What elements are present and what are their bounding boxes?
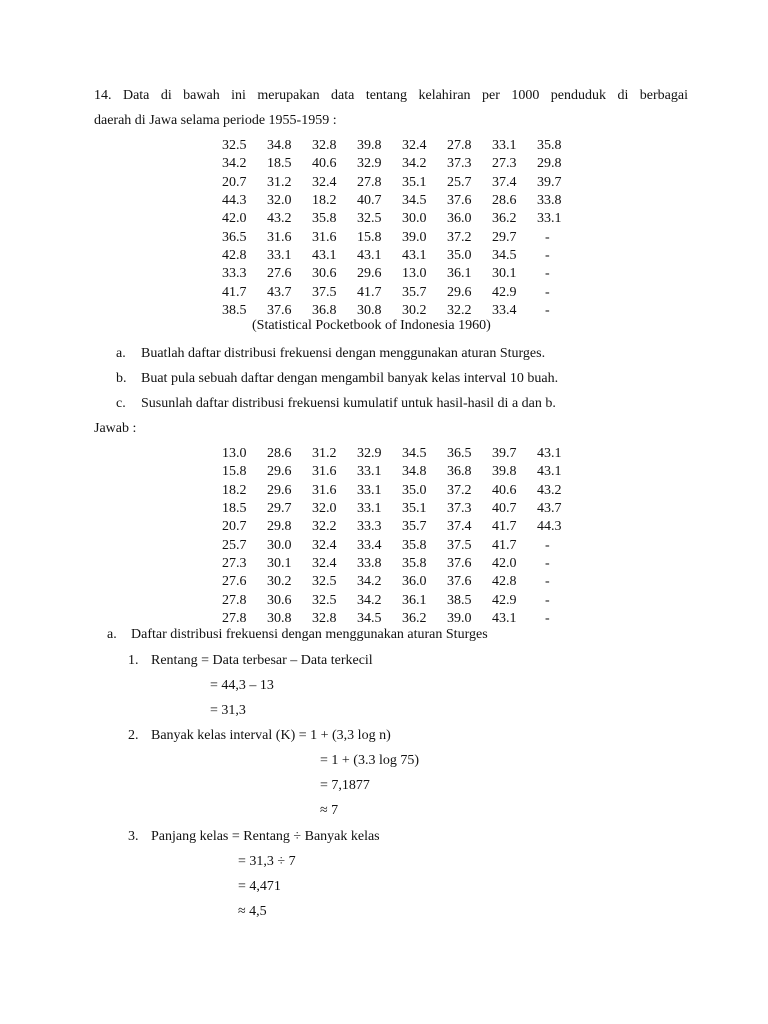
table-cell: 27.8 [222,610,247,626]
table-cell: 36.5 [447,446,472,462]
raw-table-row [222,174,590,192]
table-cell: 18.2 [312,193,337,209]
table-cell: 34.2 [357,592,382,608]
raw-table-row [222,137,590,155]
table-cell: 37.6 [447,555,472,571]
table-cell: 33.8 [537,193,562,209]
table-cell: 41.7 [492,519,517,535]
table-cell: 44.3 [537,519,562,535]
table-cell: 27.8 [447,138,472,154]
table-cell: 33.1 [537,211,562,227]
step-3-calc-3: ≈ 4,5 [238,904,267,919]
question-line-2: daerah di Jawa selama periode 1955-1959 : [94,113,337,128]
table-cell: 31.6 [312,464,337,480]
table-cell: 38.5 [447,592,472,608]
table-cell: 42.0 [492,555,517,571]
table-cell: 29.6 [357,266,382,282]
table-cell: 34.5 [402,446,427,462]
table-cell: 43.2 [267,211,292,227]
step-1-calc-2: = 31,3 [210,703,246,718]
answer-a-marker: a. [107,627,117,642]
table-cell: 33.4 [357,537,382,553]
table-cell: 38.5 [222,302,247,318]
table-cell: 43.1 [537,446,562,462]
table-cell: 33.1 [492,138,517,154]
task-c-marker: c. [116,396,126,411]
question-line-1: 14. Data di bawah ini merupakan data tentang kelahiran per 1000 penduduk di berbagai [94,88,688,103]
table-cell: 42.8 [492,574,517,590]
table-cell: 31.6 [267,229,292,245]
table-cell: 30.8 [267,610,292,626]
table-cell: 37.3 [447,156,472,172]
table-cell: 32.5 [357,211,382,227]
table-cell: 32.0 [312,501,337,517]
table-cell: 32.4 [312,174,337,190]
table-cell: 32.4 [312,555,337,571]
table-cell: 36.2 [492,211,517,227]
table-cell: 40.7 [357,193,382,209]
table-cell: 33.1 [357,482,382,498]
table-cell: 33.8 [357,555,382,571]
table-cell: 31.6 [312,229,337,245]
table-cell: - [545,302,550,318]
table-cell: 33.1 [267,247,292,263]
raw-table-row [222,247,590,265]
step-2-calc-3: ≈ 7 [320,803,339,818]
table-cell: 42.8 [222,247,247,263]
table-cell: 34.2 [357,574,382,590]
step-2-text: Banyak kelas interval (K) = 1 + (3,3 log n) [151,728,391,743]
source-citation: (Statistical Pocketbook of Indonesia 1960) [252,318,491,333]
sorted-table-row [222,518,590,536]
table-cell: 39.8 [492,464,517,480]
table-cell: 30.1 [492,266,517,282]
table-cell: 37.6 [447,574,472,590]
table-cell: 30.8 [357,302,382,318]
raw-table-row [222,265,590,283]
table-cell: 30.0 [402,211,427,227]
raw-table-row [222,210,590,228]
sorted-table-row [222,536,590,554]
step-3-calc-2: = 4,471 [238,879,281,894]
table-cell: 35.8 [312,211,337,227]
table-cell: 36.5 [222,229,247,245]
table-cell: 43.7 [537,501,562,517]
step-1-text: Rentang = Data terbesar – Data terkecil [151,653,373,668]
table-cell: 43.1 [312,247,337,263]
step-2-calc-1: = 1 + (3.3 log 75) [320,753,420,768]
table-cell: 33.1 [357,464,382,480]
table-cell: 37.6 [447,193,472,209]
table-cell: 32.9 [357,156,382,172]
table-cell: 41.7 [492,537,517,553]
step-2-marker: 2. [128,728,139,743]
table-cell: 32.5 [312,574,337,590]
sorted-table-row [222,463,590,481]
step-3-calc-1: = 31,3 ÷ 7 [238,854,296,869]
table-cell: 29.6 [267,482,292,498]
table-cell: 34.8 [267,138,292,154]
step-1-marker: 1. [128,653,139,668]
table-cell: 28.6 [492,193,517,209]
table-cell: 36.0 [447,211,472,227]
table-cell: 37.2 [447,229,472,245]
table-cell: 35.7 [402,284,427,300]
table-cell: 32.4 [312,537,337,553]
table-cell: 18.2 [222,482,247,498]
raw-table-row [222,192,590,210]
table-cell: 37.3 [447,501,472,517]
table-cell: 34.2 [222,156,247,172]
sorted-table-row [222,610,590,628]
table-cell: - [545,229,550,245]
table-cell: 34.5 [357,610,382,626]
step-2-calc-2: = 7,1877 [320,778,370,793]
table-cell: 27.6 [222,574,247,590]
table-cell: 43.1 [357,247,382,263]
table-cell: - [545,537,550,553]
table-cell: 44.3 [222,193,247,209]
table-cell: 35.0 [447,247,472,263]
raw-data-table [222,137,590,320]
table-cell: 40.7 [492,501,517,517]
table-cell: 29.8 [537,156,562,172]
step-1-calc-1: = 44,3 – 13 [210,678,274,693]
table-cell: 40.6 [312,156,337,172]
table-cell: 42.0 [222,211,247,227]
task-c-text: Susunlah daftar distribusi frekuensi kumulatif untuk hasil-hasil di a dan b. [141,396,556,411]
table-cell: - [545,266,550,282]
table-cell: 31.2 [312,446,337,462]
table-cell: 31.2 [267,174,292,190]
table-cell: 27.6 [267,266,292,282]
table-cell: 42.9 [492,592,517,608]
sorted-table-row [222,445,590,463]
table-cell: 35.8 [537,138,562,154]
table-cell: 32.8 [312,138,337,154]
table-cell: - [545,284,550,300]
table-cell: 36.8 [447,464,472,480]
table-cell: 43.1 [537,464,562,480]
table-cell: 28.6 [267,446,292,462]
table-cell: 30.6 [312,266,337,282]
table-cell: 41.7 [357,284,382,300]
sorted-table-row [222,500,590,518]
table-cell: 29.7 [492,229,517,245]
table-cell: 29.6 [447,284,472,300]
table-cell: 34.5 [492,247,517,263]
table-cell: 27.3 [492,156,517,172]
table-cell: 39.8 [357,138,382,154]
table-cell: 34.5 [402,193,427,209]
sorted-table-row [222,555,590,573]
table-cell: 39.0 [402,229,427,245]
table-cell: 39.7 [537,174,562,190]
table-cell: 25.7 [222,537,247,553]
table-cell: - [545,247,550,263]
table-cell: 35.7 [402,519,427,535]
task-b-text: Buat pula sebuah daftar dengan mengambil banyak kelas interval 10 buah. [141,371,559,386]
table-cell: 36.1 [447,266,472,282]
answer-a-title: Daftar distribusi frekuensi dengan menggunakan aturan Sturges [131,627,488,642]
table-cell: - [545,555,550,571]
table-cell: 37.4 [447,519,472,535]
table-cell: - [545,574,550,590]
table-cell: 34.2 [402,156,427,172]
table-cell: 35.1 [402,174,427,190]
table-cell: 13.0 [402,266,427,282]
table-cell: 29.6 [267,464,292,480]
raw-table-row [222,155,590,173]
table-cell: 30.2 [267,574,292,590]
table-cell: 34.8 [402,464,427,480]
table-cell: 43.2 [537,482,562,498]
sorted-data-table [222,445,590,628]
table-cell: 27.8 [357,174,382,190]
table-cell: 42.9 [492,284,517,300]
table-cell: - [545,592,550,608]
table-cell: 37.5 [312,284,337,300]
table-cell: 36.1 [402,592,427,608]
table-cell: 40.6 [492,482,517,498]
step-3-marker: 3. [128,829,139,844]
table-cell: 20.7 [222,519,247,535]
table-cell: - [545,610,550,626]
table-cell: 43.7 [267,284,292,300]
table-cell: 33.3 [357,519,382,535]
sorted-table-row [222,591,590,609]
table-cell: 32.2 [447,302,472,318]
table-cell: 30.2 [402,302,427,318]
table-cell: 13.0 [222,446,247,462]
table-cell: 37.2 [447,482,472,498]
table-cell: 33.1 [357,501,382,517]
table-cell: 36.8 [312,302,337,318]
table-cell: 35.0 [402,482,427,498]
table-cell: 32.5 [312,592,337,608]
table-cell: 39.7 [492,446,517,462]
table-cell: 32.4 [402,138,427,154]
raw-table-row [222,228,590,246]
table-cell: 32.9 [357,446,382,462]
table-cell: 30.6 [267,592,292,608]
table-cell: 32.2 [312,519,337,535]
table-cell: 32.5 [222,138,247,154]
table-cell: 37.6 [267,302,292,318]
table-cell: 33.4 [492,302,517,318]
raw-table-row [222,283,590,301]
table-cell: 18.5 [222,501,247,517]
table-cell: 35.8 [402,555,427,571]
task-a-marker: a. [116,346,126,361]
table-cell: 27.8 [222,592,247,608]
table-cell: 18.5 [267,156,292,172]
task-b-marker: b. [116,371,127,386]
table-cell: 36.0 [402,574,427,590]
table-cell: 29.8 [267,519,292,535]
table-cell: 31.6 [312,482,337,498]
table-cell: 37.5 [447,537,472,553]
table-cell: 43.1 [402,247,427,263]
table-cell: 25.7 [447,174,472,190]
table-cell: 15.8 [222,464,247,480]
task-a-text: Buatlah daftar distribusi frekuensi dengan menggunakan aturan Sturges. [141,346,546,361]
step-3-text: Panjang kelas = Rentang ÷ Banyak kelas [151,829,380,844]
sorted-table-row [222,482,590,500]
table-cell: 39.0 [447,610,472,626]
table-cell: 30.1 [267,555,292,571]
table-cell: 43.1 [492,610,517,626]
table-cell: 37.4 [492,174,517,190]
table-cell: 30.0 [267,537,292,553]
table-cell: 29.7 [267,501,292,517]
table-cell: 36.2 [402,610,427,626]
sorted-table-row [222,573,590,591]
table-cell: 27.3 [222,555,247,571]
table-cell: 33.3 [222,266,247,282]
table-cell: 32.0 [267,193,292,209]
table-cell: 32.8 [312,610,337,626]
table-cell: 15.8 [357,229,382,245]
answer-label: Jawab : [94,421,137,436]
table-cell: 35.1 [402,501,427,517]
table-cell: 35.8 [402,537,427,553]
table-cell: 20.7 [222,174,247,190]
table-cell: 41.7 [222,284,247,300]
